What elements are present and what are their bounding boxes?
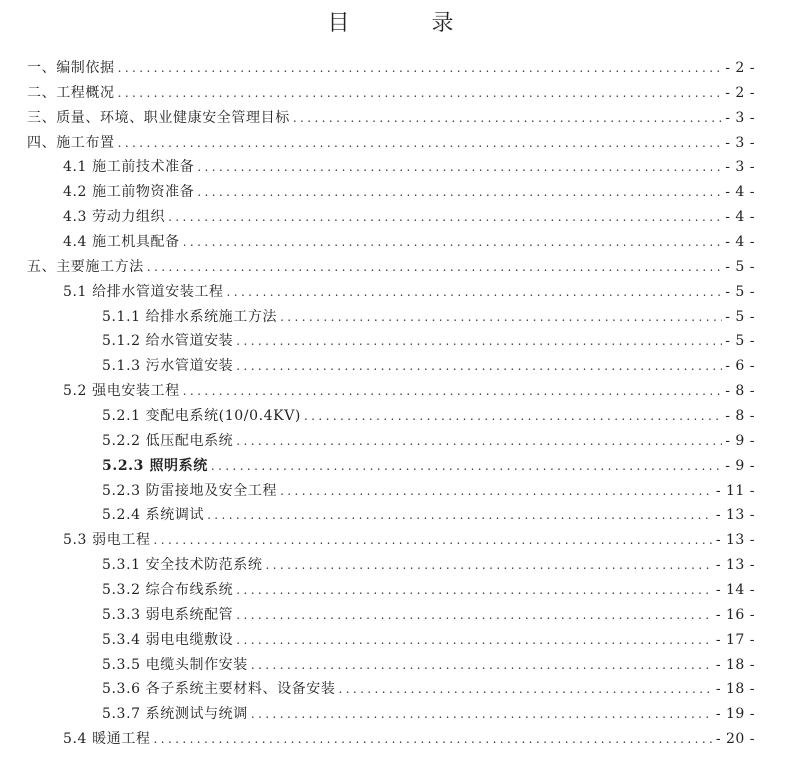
toc-entry-title: 5.2.2 低压配电系统 [102,432,234,449]
toc-entry[interactable] [0,180,787,205]
dot-leader [118,81,723,106]
toc-entry[interactable] [0,528,787,553]
dot-leader [280,305,722,330]
toc-entry-title: 5.3.3 弱电系统配管 [102,606,234,623]
dot-leader [304,404,722,429]
toc-entry[interactable] [0,56,787,81]
toc-entry-title: 5.2.1 变配电系统(10/0.4KV) [102,408,301,425]
toc-entry[interactable] [0,603,787,628]
toc-page-number: - 5 - [725,333,755,350]
toc-entry-title: 三、质量、环境、职业健康安全管理目标 [27,109,290,126]
toc-entry[interactable] [0,131,787,156]
toc-entry-title: 5.2.4 系统调试 [102,507,205,524]
toc-page-number: - 4 - [725,234,755,251]
toc-entry[interactable] [0,479,787,504]
toc-page-number: - 16 - [715,606,755,623]
toc-entry-title: 5.1.1 给排水系统施工方法 [102,308,278,325]
toc-entry-title: 5.1.2 给水管道安装 [102,333,234,350]
dot-leader [147,255,722,280]
toc-entry[interactable] [0,205,787,230]
toc-entry-title: 五、主要施工方法 [27,258,144,275]
dot-leader [197,180,722,205]
page-title: 目 录 [327,11,484,36]
toc-page-number: - 4 - [725,209,755,226]
dot-leader [236,628,713,653]
toc-page-number: - 19 - [715,706,755,723]
dot-leader [207,503,713,528]
toc-entry-title: 5.3.4 弱电电缆敷设 [102,631,234,648]
dot-leader [236,429,722,454]
toc-entry-title: 5.3.6 各子系统主要材料、设备安装 [102,681,336,698]
table-of-contents [0,56,787,752]
toc-entry-title: 4.1 施工前技术准备 [63,159,195,176]
toc-page-number: - 3 - [725,159,755,176]
toc-entry-title: 5.3.7 系统测试与统调 [102,706,248,723]
toc-page-number: - 13 - [715,507,755,524]
dot-leader [227,280,723,305]
dot-leader [251,702,713,727]
toc-entry-title: 5.4 暖通工程 [63,731,151,748]
toc-entry-title: 4.4 施工机具配备 [63,234,180,251]
dot-leader [183,379,723,404]
toc-entry[interactable] [0,702,787,727]
dot-leader [154,727,713,752]
dot-leader [118,131,723,156]
toc-entry-title: 4.3 劳动力组织 [63,209,166,226]
toc-page-number: - 11 - [715,482,755,499]
toc-entry-title: 5.3.1 安全技术防范系统 [102,557,263,574]
toc-entry-title: 5.3.5 电缆头制作安装 [102,656,248,673]
dot-leader [236,578,713,603]
toc-page-number: - 3 - [725,109,755,126]
toc-entry[interactable] [0,230,787,255]
dot-leader [197,155,722,180]
toc-entry-title: 5.2.3 防雷接地及安全工程 [102,482,278,499]
toc-entry[interactable] [0,354,787,379]
toc-entry[interactable] [0,329,787,354]
toc-entry[interactable] [0,429,787,454]
toc-entry-title: 四、施工布置 [27,134,115,151]
dot-leader [265,553,712,578]
toc-entry[interactable] [0,106,787,131]
toc-page-number: - 9 - [725,432,755,449]
dot-leader [236,329,722,354]
toc-page-number: - 18 - [715,656,755,673]
toc-page-number: - 13 - [715,557,755,574]
dot-leader [168,205,722,230]
dot-leader [338,677,712,702]
toc-page-number: - 17 - [715,631,755,648]
dot-leader [154,528,713,553]
toc-entry-title: 4.2 施工前物资准备 [63,184,195,201]
toc-entry[interactable] [0,677,787,702]
dot-leader [118,56,723,81]
toc-entry-title: 一、编制依据 [27,60,115,76]
toc-entry[interactable] [0,727,787,752]
dot-leader [236,354,722,379]
dot-leader [236,603,713,628]
toc-entry[interactable] [0,578,787,603]
toc-page-number: - 20 - [715,731,755,748]
dot-leader [293,106,722,131]
toc-page-number: - 3 - [725,134,755,151]
toc-entry[interactable] [0,280,787,305]
toc-entry-title: 二、工程概况 [27,84,115,101]
toc-page-number: - 5 - [725,308,755,325]
toc-entry[interactable] [0,305,787,330]
toc-page-number: - 8 - [725,383,755,400]
toc-entry[interactable] [0,503,787,528]
toc-entry[interactable] [0,653,787,678]
toc-page-number: - 2 - [725,84,755,101]
toc-entry[interactable] [0,81,787,106]
toc-entry-title: 5.2.3 照明系统 [102,457,208,474]
toc-entry-title: 5.2 强电安装工程 [63,383,180,400]
toc-entry[interactable] [0,155,787,180]
toc-page-number: - 6 - [725,358,755,375]
toc-entry[interactable] [0,454,787,479]
toc-entry-title: 5.3 弱电工程 [63,532,151,549]
dot-leader [211,454,722,479]
toc-entry[interactable] [0,404,787,429]
toc-entry-title: 5.1 给排水管道安装工程 [63,283,224,300]
toc-page-number: - 5 - [725,258,755,275]
toc-entry[interactable] [0,553,787,578]
toc-page-number: - 4 - [725,184,755,201]
toc-page-number: - 13 - [715,532,755,549]
toc-page-number: - 5 - [725,283,755,300]
dot-leader [280,479,713,504]
dot-leader [251,653,713,678]
toc-page-number: - 8 - [725,408,755,425]
toc-entry[interactable] [0,255,787,280]
toc-entry[interactable] [0,628,787,653]
toc-page-number: - 2 - [725,60,755,76]
toc-entry-title: 5.3.2 综合布线系统 [102,582,234,599]
dot-leader [183,230,723,255]
toc-page-number: - 9 - [725,457,755,474]
toc-entry-title: 5.1.3 污水管道安装 [102,358,234,375]
toc-page-number: - 14 - [715,582,755,599]
toc-entry[interactable] [0,379,787,404]
toc-page-number: - 18 - [715,681,755,698]
